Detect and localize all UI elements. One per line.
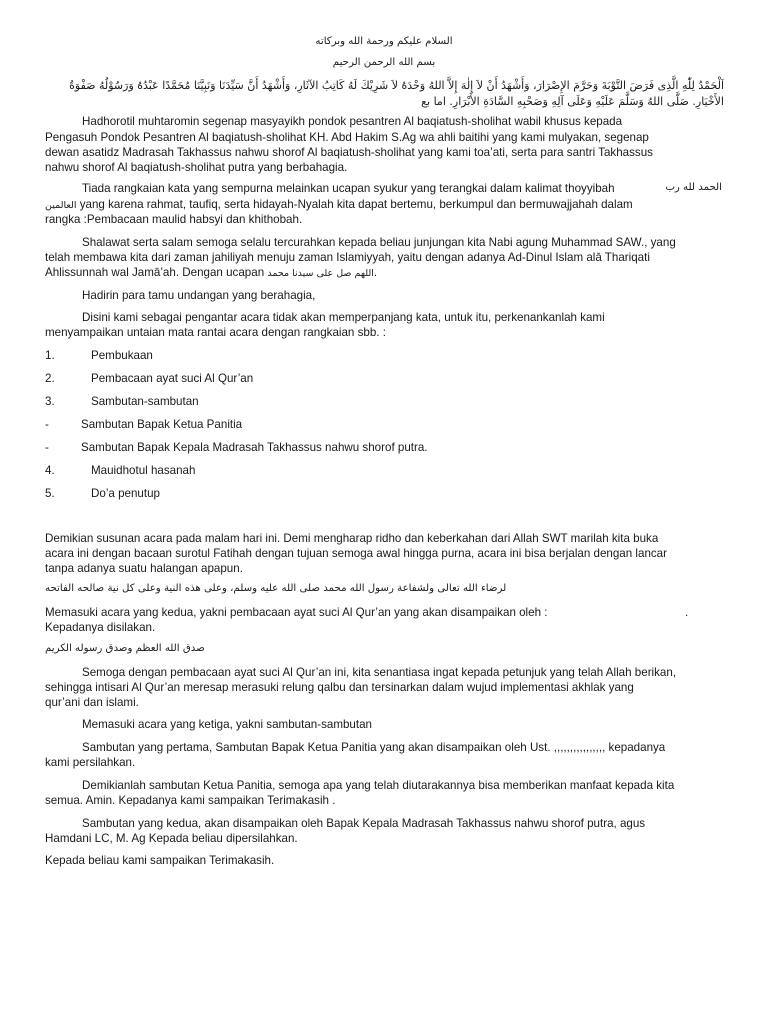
agenda-item: Sambutan-sambutan	[91, 395, 199, 408]
para3-line-3: Ahlissunnah wal Jamā’ah. Dengan ucapan اللهم صل على سيدنا محمد.	[45, 266, 378, 279]
closing-line: Kepada beliau kami sampaikan Terimakasih.	[45, 854, 275, 867]
para1-line-4: nahwu shorof Al baqiatush-sholihat putra yang berbahagia.	[45, 161, 348, 174]
para5-line-1: Disini kami sebagai pengantar acara tidak akan memperpanjang kata, untuk itu, perkenankanlah kami	[82, 311, 605, 324]
para7-line-1-end: .	[685, 606, 689, 619]
hamdalah-arabic: الحمد لله رب	[665, 182, 722, 193]
para6-line-3: tanpa adanya suatu halangan apapun.	[45, 562, 243, 575]
para8-line-3: qur’ani dan islami.	[45, 696, 139, 709]
agenda-item: Sambutan Bapak Ketua Panitia	[81, 418, 243, 431]
para2-text-1: Tiada rangkaian kata yang sempurna melainkan ucapan syukur yang terangkai dalam kalimat thoyyibah	[82, 182, 615, 195]
para7-line-2: Kepadanya disilakan.	[45, 621, 156, 634]
agenda-marker: -	[45, 418, 49, 431]
para1-line-2: Pengasuh Pondok Pesantren Al baqiatush-sholihat KH. Abd Hakim S.Ag wa ahli baitihi yang kami mulyakan, segenap	[45, 131, 649, 144]
para6-line-1: Demikian susunan acara pada malam hari ini. Demi mengharap ridho dan keberkahan dari Allah SWT marilah kita buka	[45, 532, 659, 545]
shalawat-arabic: اللهم صل على سيدنا محمد	[267, 268, 374, 279]
fatihah-arabic: لرضاء الله تعالى ولشفاعة رسول الله محمد صلى الله عليه وسلم، وعلى هذه النية وعلى كل نية صالحه الفاتحه	[45, 583, 507, 594]
para5-line-2: menyampaikan untaian mata rantai acara dengan rangkaian sbb. :	[45, 326, 386, 339]
alamin-arabic: العالمين	[45, 200, 77, 211]
agenda-item: Pembacaan ayat suci Al Qur’an	[91, 372, 254, 385]
agenda-marker: 2.	[45, 372, 55, 385]
para9-line: Memasuki acara yang ketiga, yakni sambutan-sambutan	[82, 718, 372, 731]
para7-line-1: Memasuki acara yang kedua, yakni pembacaan ayat suci Al Qur’an yang akan disampaikan oleh :	[45, 606, 548, 619]
shodaqa-arabic: صدق الله العظم وصدق رسوله الكريم	[45, 643, 205, 654]
para4-line: Hadirin para tamu undangan yang berahagia,	[82, 289, 316, 302]
para8-line-1: Semoga dengan pembacaan ayat suci Al Qur’an ini, kita senantiasa ingat kepada petunjuk yang telah Allah berikan,	[82, 666, 677, 679]
agenda-item: Sambutan Bapak Kepala Madrasah Takhassus nahwu shorof putra.	[81, 441, 428, 454]
para2-line-3: rangka :Pembacaan maulid habsyi dan khithobah.	[45, 213, 303, 226]
para1-line-3: dewan asatidz Madrasah Takhassus nahwu shorof Al baqiatush-sholihat yang kami toa’ati, serta para santri Takhassus	[45, 146, 653, 159]
agenda-item: Mauidhotul hasanah	[91, 464, 196, 477]
para12-line-2: Hamdani LC, M. Ag Kepada beliau dipersilahkan.	[45, 832, 298, 845]
salam-line: السلام عليكم ورحمة الله وبركاته	[315, 36, 453, 47]
agenda-item: Do’a penutup	[91, 487, 160, 500]
hamdala-line-1: اَلْحَمْدُ لِلّٰهِ الَّذِى فَرَضَ التَّوْبَةَ وَحَرَّمَ الإِصْرَارَ، وَأَشْهَدُ أَنْ لاَ إِلٰهَ إِلاَّ اللهُ وَحْدَهُ لاَ شَرِيْكَ لَهُ كَاتِبُ الآثَارِ، وَأَشْهَدُ أَنَّ سَيِّدَنَا وَنَبِيَّنَا مُحَمَّدًا عَبْدُهُ وَرَسُوْلُهُ صَفْوَةُ	[69, 79, 724, 92]
para3-line-1: Shalawat serta salam semoga selalu tercurahkan kepada beliau junjungan kita Nabi agung Muhammad SAW., yang	[82, 236, 676, 249]
agenda-marker: -	[45, 441, 49, 454]
para2-line-2	[45, 197, 633, 213]
agenda-marker: 4.	[45, 464, 55, 477]
para11-line-1: Demikianlah sambutan Ketua Panitia, semoga apa yang telah diutarakannya bisa memberikan manfaat kepada kita	[82, 779, 675, 792]
agenda-item: Pembukaan	[91, 349, 153, 362]
para6-line-2: acara ini dengan bacaan surotul Fatihah dengan tujuan semoga awal hingga purna, acara ini bisa berjalan dengan lancar	[45, 547, 667, 560]
para11-line-2: semua. Amin. Kepadanya kami sampaikan Terimakasih .	[45, 794, 336, 807]
para2-text-2: yang karena rahmat, taufiq, serta hidayah-Nyalah kita dapat bertemu, berkumpul dan bermuwajjahah dalam	[79, 198, 633, 211]
agenda-marker: 3.	[45, 395, 55, 408]
hamdala-line-2: الأَخْيَارِ. صَلَّى اللهُ وَسَلَّمَ عَلَيْهِ وَعَلَى آلِهِ وَصَحْبِهِ السَّادَةِ الأَبْرَارِ. اما بع	[421, 95, 724, 108]
para2-line-1	[82, 181, 615, 196]
para1-line-1: Hadhorotil muhtaromin segenap masyayikh pondok pesantren Al baqiatush-sholihat wabil khusus kepada	[82, 115, 623, 128]
agenda-marker: 1.	[45, 349, 55, 362]
para12-line-1: Sambutan yang kedua, akan disampaikan oleh Bapak Kepala Madrasah Takhassus nahwu shorof putra, agus	[82, 817, 646, 830]
agenda-marker: 5.	[45, 487, 55, 500]
para3-line-2: telah membawa kita dari zaman jahiliyah menuju zaman Islamiyyah, yaitu dengan adanya Ad-Dinul Islam alā Thariqati	[45, 251, 650, 264]
para8-line-2: sehingga intisari Al Qur’an meresap merasuki relung qalbu dan tersinarkan dalam wujud implementasi akhlak yang	[45, 681, 634, 694]
para10-line-1: Sambutan yang pertama, Sambutan Bapak Ketua Panitia yang akan disampaikan oleh Ust. ,,,,,,,,,,,,,,,, kepadanya	[82, 741, 666, 754]
para10-line-2: kami persilahkan.	[45, 756, 136, 769]
para3-text-3: Ahlissunnah wal Jamā’ah. Dengan ucapan	[45, 266, 265, 279]
basmala-line: بسم الله الرحمن الرحيم	[332, 57, 436, 68]
